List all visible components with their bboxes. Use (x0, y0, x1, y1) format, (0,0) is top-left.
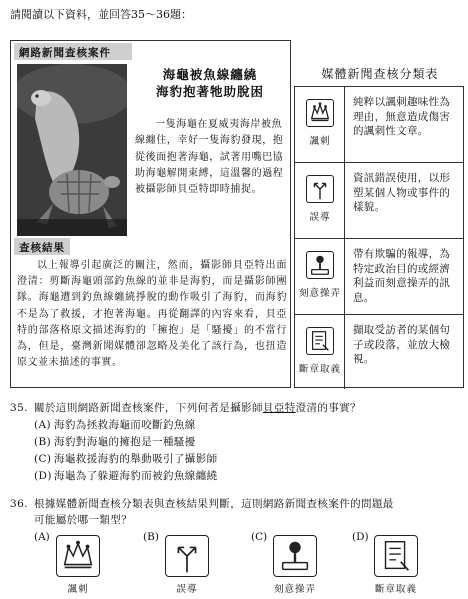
classification-row-satire (295, 87, 463, 163)
question-text-line-1: 根據媒體新聞查核分類表與查核結果判斷，這則網路新聞查核案件的問題最 (34, 498, 394, 510)
fork-arrows-icon (306, 175, 334, 203)
joystick-icon (273, 535, 317, 577)
jester-hat-icon (56, 535, 100, 577)
classification-table-title: 媒體新聞查核分類表 (321, 67, 439, 81)
option-35-a[interactable]: (A) 海豹為拯救海龜而咬斷釣魚線 (34, 419, 196, 431)
joystick-icon (306, 251, 334, 279)
question-35 (10, 400, 361, 416)
classification-desc: 擷取受訪者的某個句子或段落，並放大檢視。 (353, 324, 451, 365)
question-number: 36. (10, 498, 28, 510)
classification-name: 誤導 (309, 212, 331, 223)
classification-name: 諷刺 (309, 136, 331, 147)
option-35-b[interactable]: (B) 海豹對海龜的擁抱是一種騷擾 (34, 436, 196, 448)
question-text-post: 澄清的事實？ (295, 402, 362, 414)
check-result-text: 以上報導引起廣泛的關注，然而，攝影師貝亞特出面澄清：剪斷海龜頭部釣魚線的並非是海豹，而是攝影師團隊。海龜遭到釣魚線纏繞掙脫的動作吸引了海豹，而海豹不是為了救援，才抱著海龜。再從翻譯的內容來看，貝亞特的部落格原文描述海豹的「擁抱」是「騷擾」的不當行為，但是，臺灣新聞媒體卻忽略及美化了該行為，也扭造原文並未描述的事實。 (17, 260, 287, 369)
classification-row-manipulation (295, 239, 463, 315)
classification-desc: 帶有欺騙的報導，為特定政治目的或經濟利益而刻意操弄的訊息。 (353, 248, 451, 304)
question-36-line-2: 可能屬於哪一類型？ (34, 514, 133, 526)
news-story-text: 一隻海龜在夏威夷海岸被魚線纏住，幸好一隻海豹發現，抱從後面抱著海龜，試著用嘴巴協助海龜解開束縛，這溫馨的過程被攝影師貝亞特即時捕捉。 (135, 119, 284, 196)
question-text-pre: 關於這則網路新聞查核案件，下列何者是攝影師 (34, 402, 263, 414)
photographer-name: 貝亞特 (262, 402, 296, 414)
fork-arrows-icon (165, 535, 209, 577)
classification-row-out-of-context (295, 315, 463, 389)
classification-desc: 資訊錯誤使用，以形塑某個人物或事件的樣貌。 (353, 172, 451, 213)
turtle-seal-illustration (17, 64, 127, 236)
check-result-label: 查核結果 (14, 238, 70, 255)
news-headline (135, 66, 285, 100)
option-35-c[interactable]: (C) 海龜救援海豹的舉動吸引了攝影師 (34, 453, 218, 465)
classification-desc: 純粹以諷刺趣味性為理由，無意造成傷害的諷刺性文章。 (353, 96, 451, 137)
headline-line-2: 海豹抱著牠助脫困 (155, 84, 264, 99)
document-cut-icon (306, 327, 334, 355)
option-35-d[interactable]: (D) 海龜為了躲避海豹而被釣魚線纏繞 (34, 470, 218, 482)
classification-name: 刻意操弄 (298, 288, 341, 299)
question-36 (10, 496, 394, 512)
reading-instruction: 請閱讀以下資料，並回答35～36題： (10, 8, 192, 21)
document-cut-icon (374, 535, 418, 577)
classification-name: 斷章取義 (298, 364, 341, 375)
headline-line-1: 海龜被魚線纏繞 (162, 67, 258, 82)
turtle-seal-photo (17, 64, 127, 236)
case-section-label: 網路新聞查核案件 (14, 43, 132, 60)
classification-table (294, 86, 464, 388)
jester-hat-icon (306, 99, 334, 127)
classification-row-misleading (295, 163, 463, 239)
question-number: 35. (10, 402, 28, 414)
